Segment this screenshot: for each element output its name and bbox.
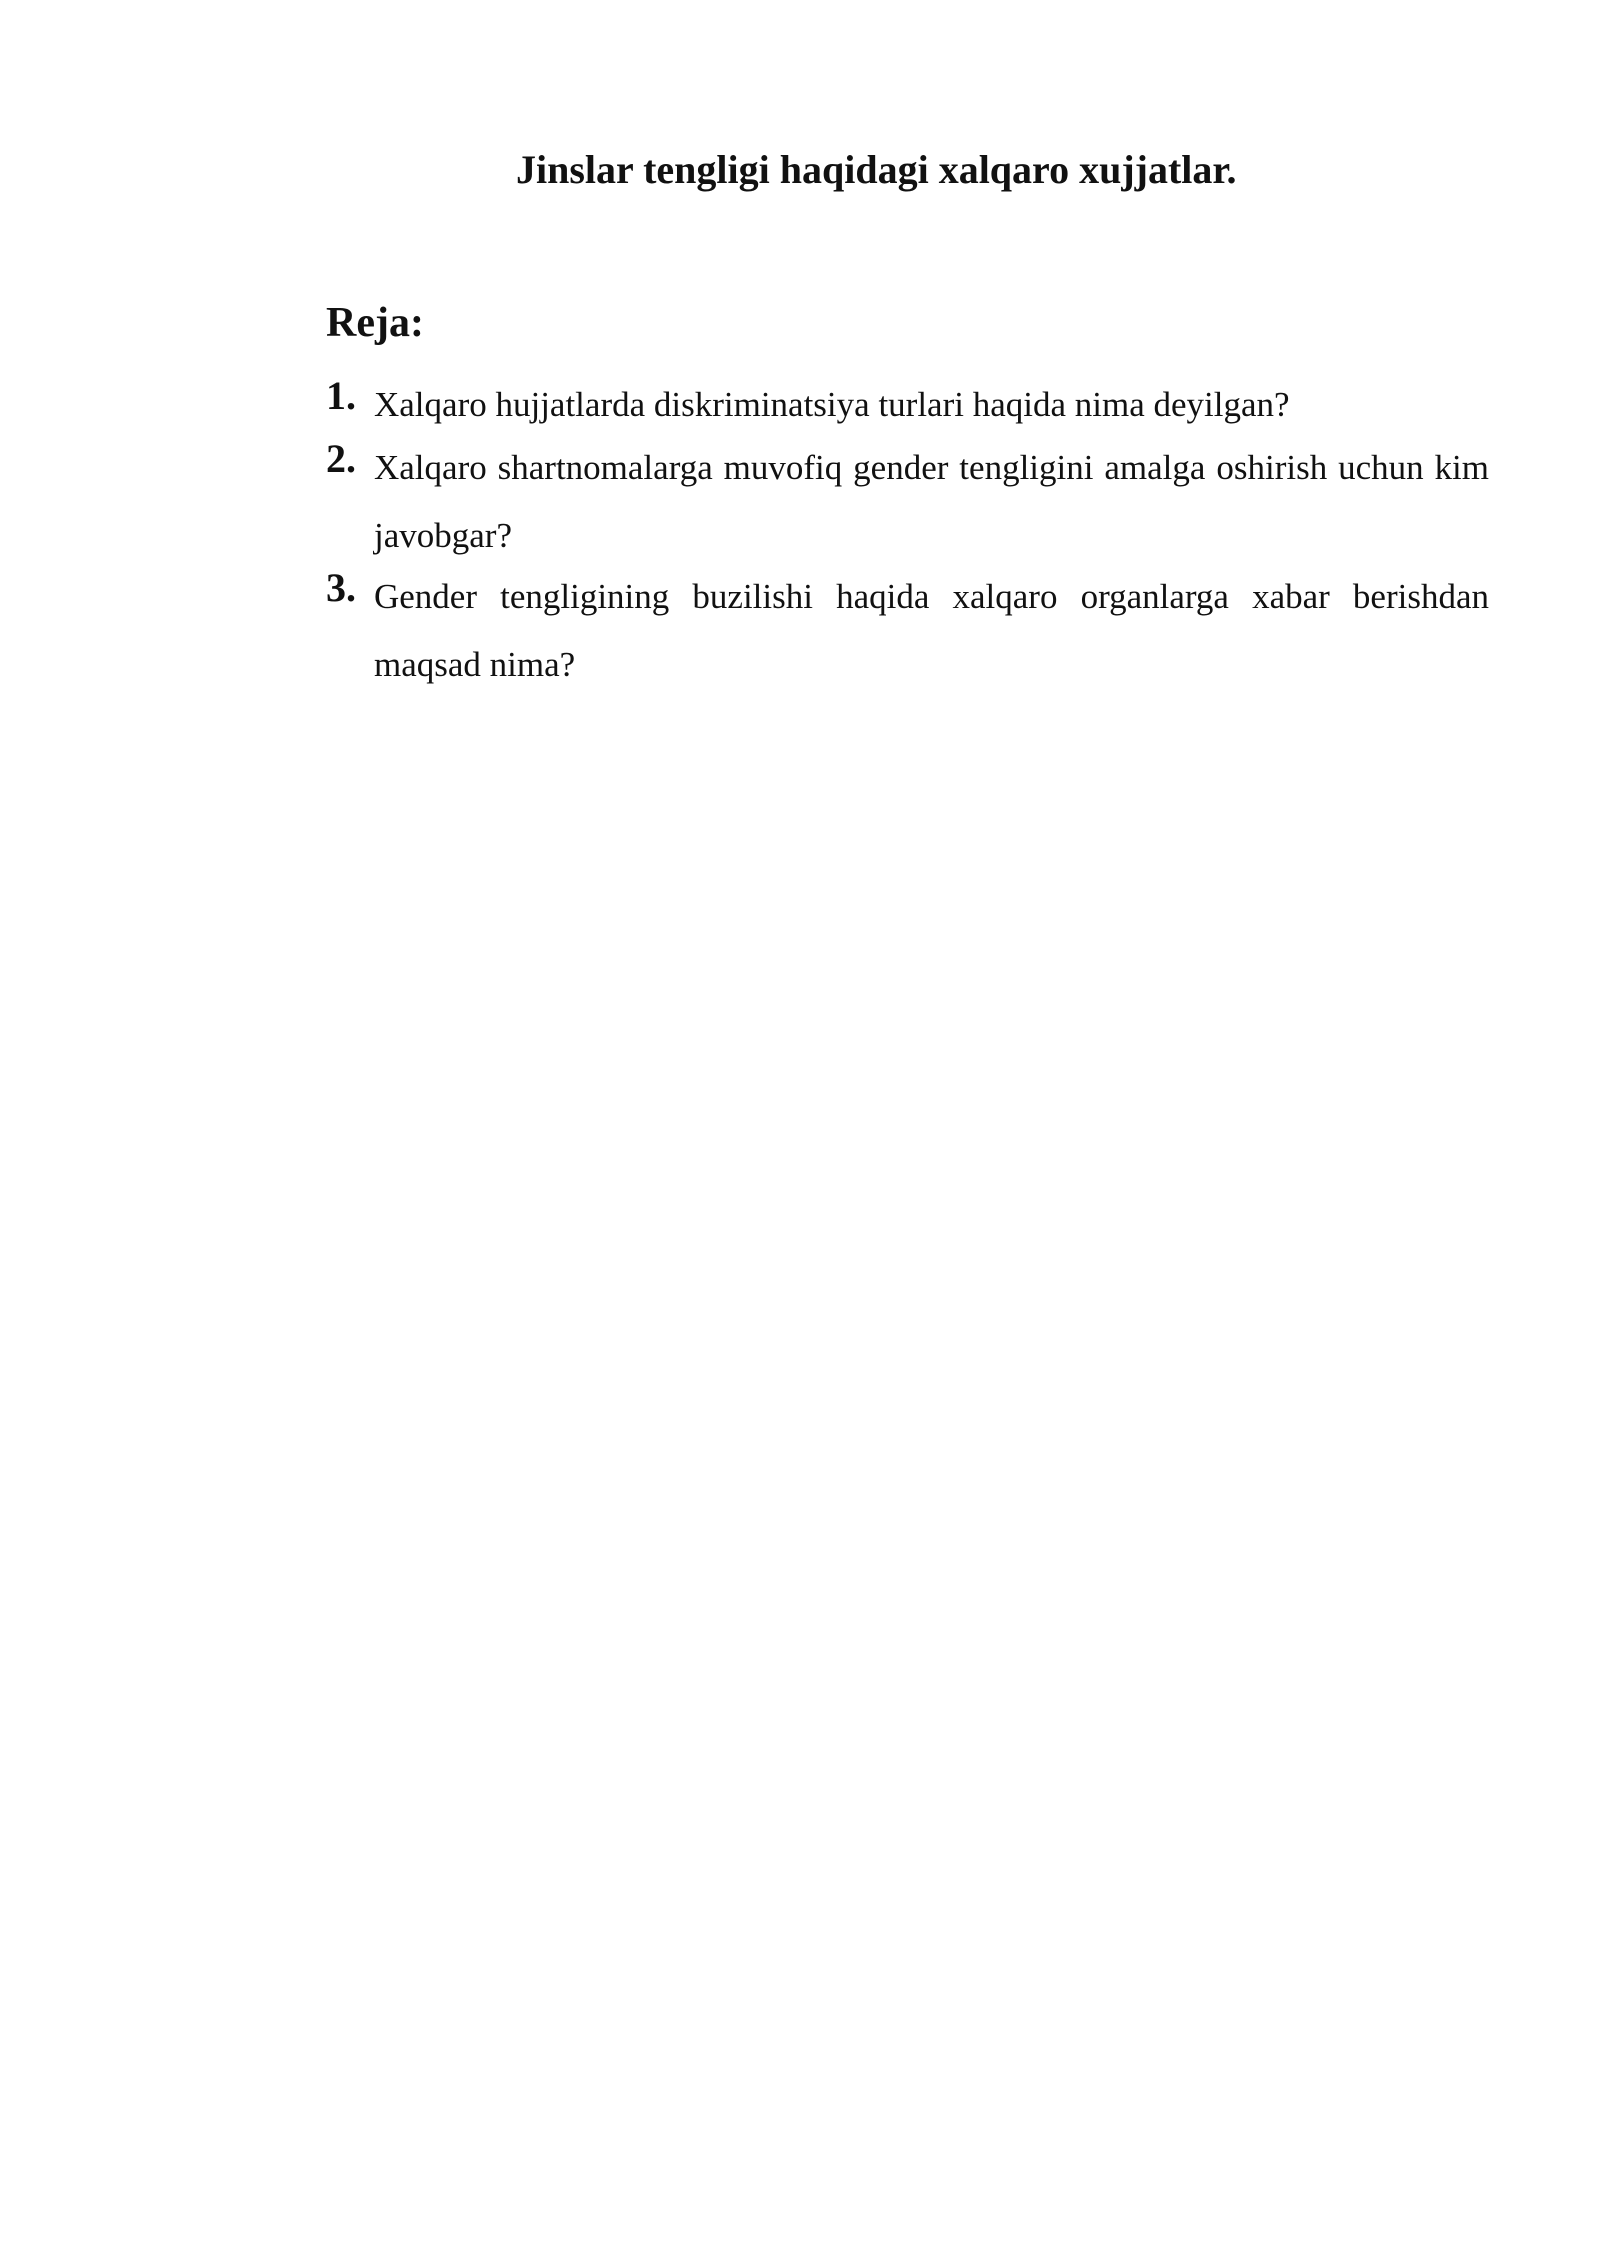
plan-heading: Reja: [326,300,424,346]
plan-item [326,371,1489,443]
plan-item-number: 3. [326,565,356,610]
plan-item-number: 2. [326,436,356,481]
document-title: Jinslar tengligi haqidagi xalqaro xujjatlar. [516,147,1237,192]
plan-list [326,373,1489,699]
plan-item-text: Gender tengligining buzilishi haqida xalqaro organlarga xabar berishdan maqsad nima? [374,577,1489,684]
plan-item-number: 1. [326,373,356,418]
plan-item-text: Xalqaro hujjatlarda diskriminatsiya turlari haqida nima deyilgan? [374,385,1290,424]
plan-item-text: Xalqaro shartnomalarga muvofiq gender tengligini amalga oshirish uchun kim javobgar? [374,448,1489,555]
plan-item [326,563,1489,699]
plan-item [326,434,1489,572]
